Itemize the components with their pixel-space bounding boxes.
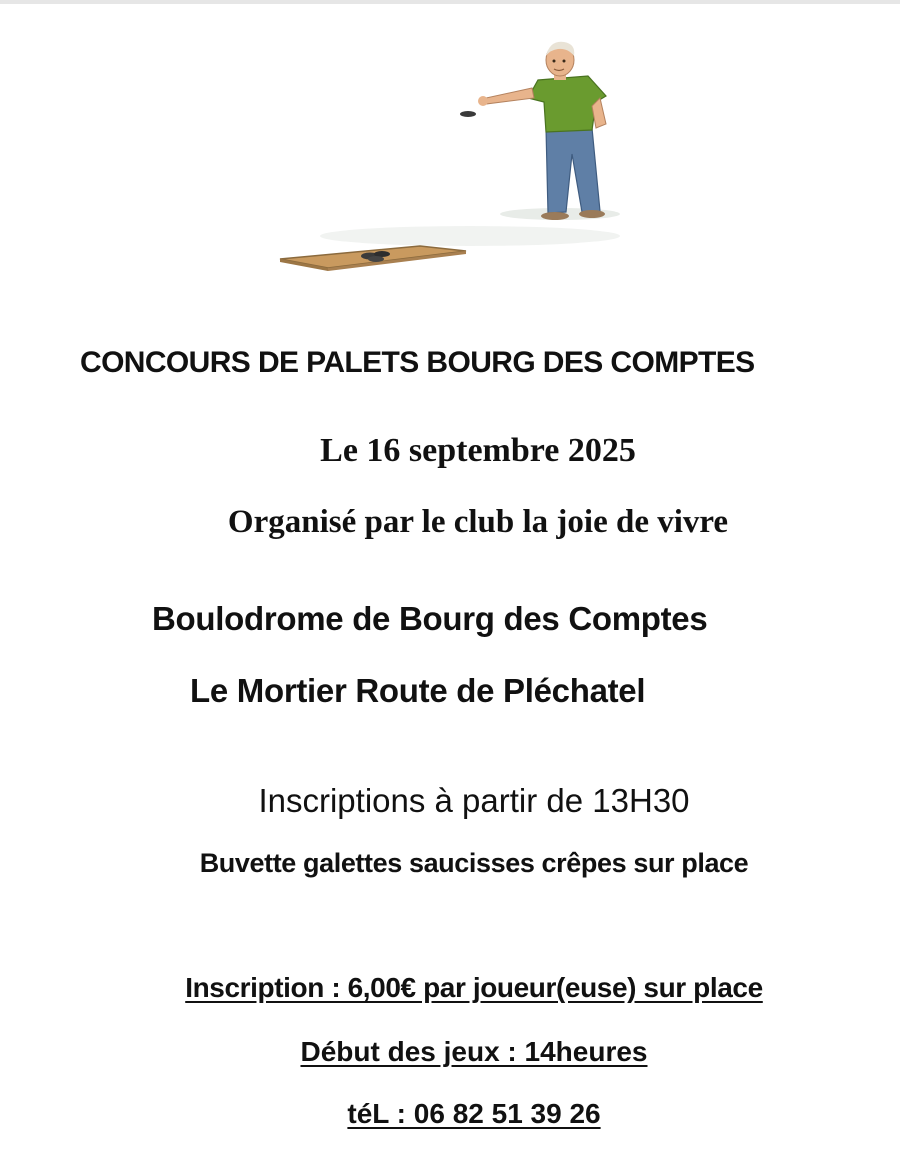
event-venue: Boulodrome de Bourg des Comptes (152, 600, 708, 637)
palet-board (280, 246, 466, 271)
player-figure (478, 42, 606, 220)
flying-palet (460, 111, 476, 117)
contact-phone: téL : 06 82 51 39 26 (347, 1098, 601, 1129)
ground-shadow (320, 208, 620, 246)
event-title: CONCOURS DE PALETS BOURG DES COMPTES (80, 346, 755, 379)
refreshments-info: Buvette galettes saucisses crêpes sur place (199, 848, 749, 878)
registration-time: Inscriptions à partir de 13H30 (258, 782, 690, 819)
registration-fee: Inscription : 6,00€ par joueur(euse) sur place (185, 972, 763, 1003)
event-organizer: Organisé par le club la joie de vivre (227, 504, 729, 540)
top-border (0, 0, 900, 4)
event-date: Le 16 septembre 2025 (320, 432, 636, 469)
palet-player-illustration (270, 36, 630, 286)
event-address: Le Mortier Route de Pléchatel (190, 672, 646, 709)
games-start-time: Début des jeux : 14heures (300, 1036, 648, 1067)
